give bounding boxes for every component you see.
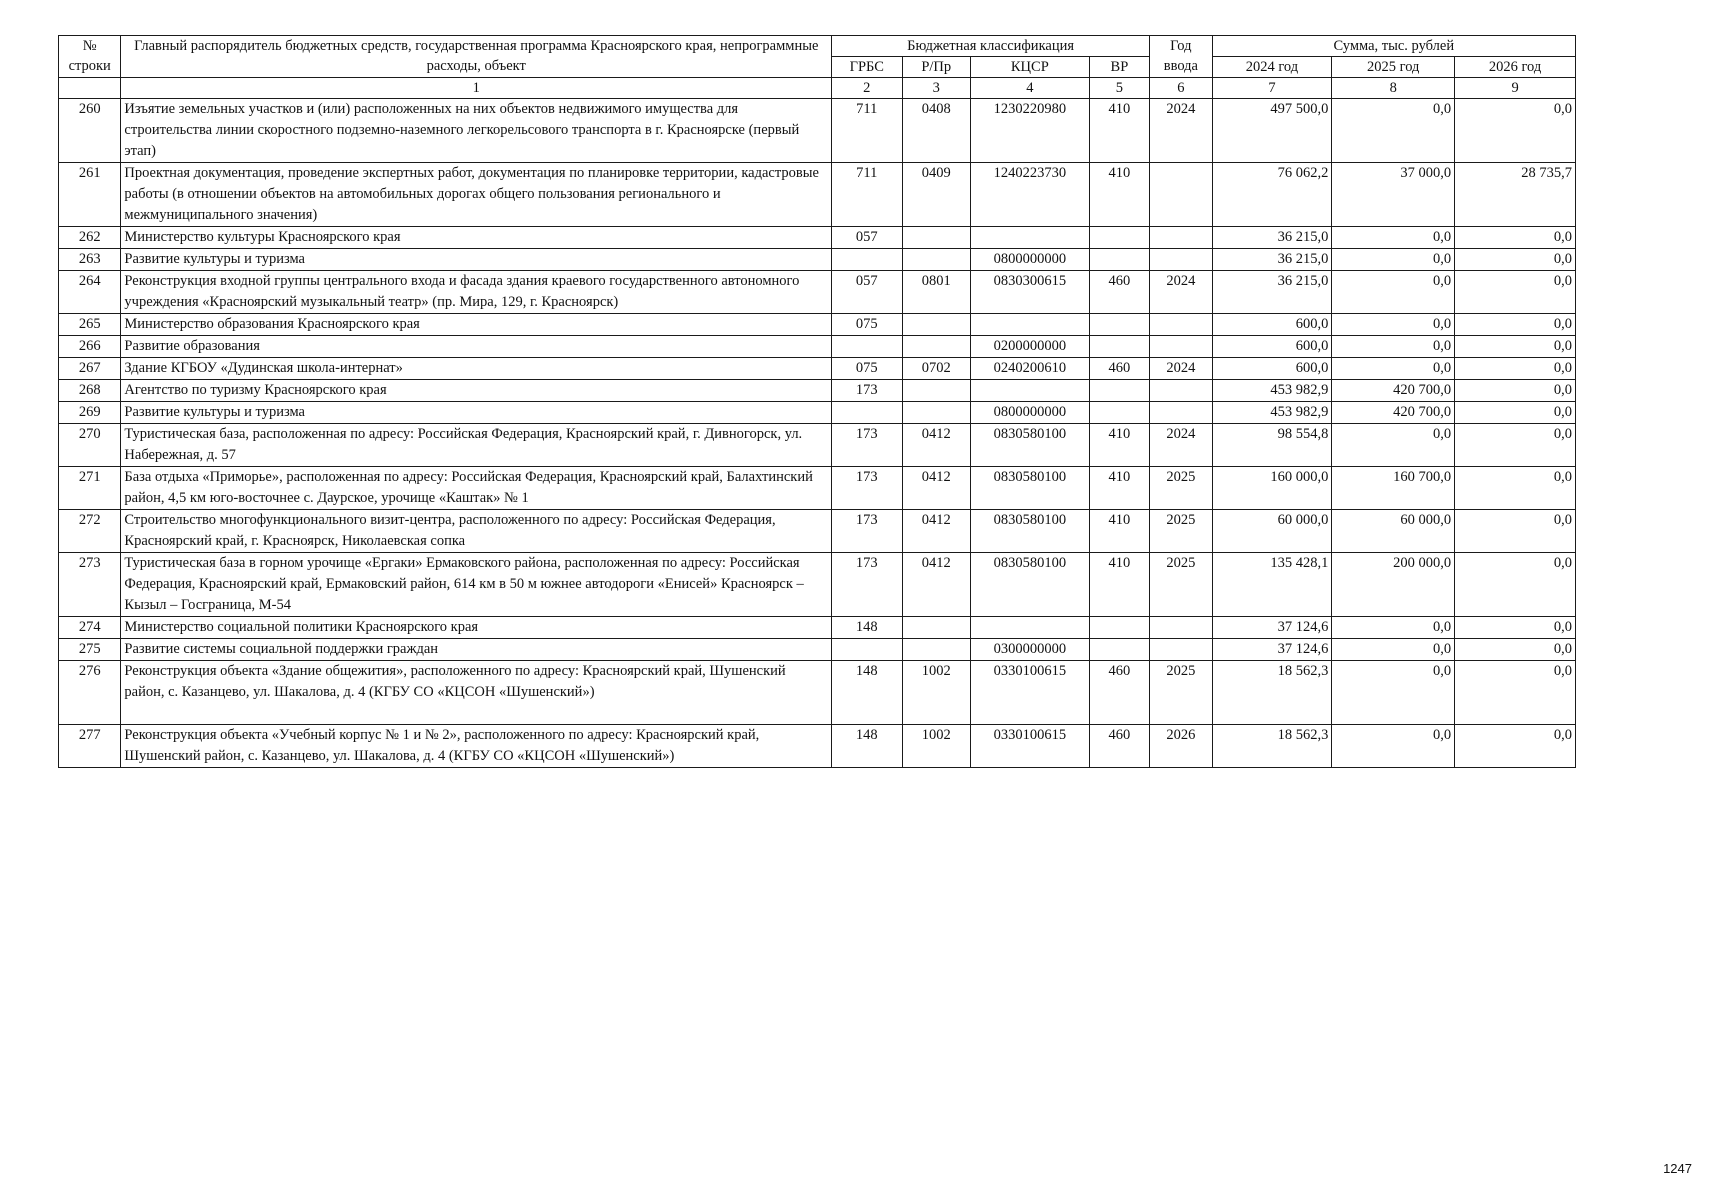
header-row-number: № строки	[59, 36, 121, 78]
page-number: 1247	[1663, 1161, 1692, 1176]
kcsr-code: 1240223730	[970, 163, 1089, 227]
row-name: Развитие культуры и туризма	[121, 249, 832, 271]
amount-2025: 420 700,0	[1332, 402, 1455, 424]
table-row	[59, 424, 1576, 467]
row-number: 263	[59, 249, 121, 271]
grbs-code: 711	[832, 163, 902, 227]
year-of-commission: 2025	[1150, 661, 1212, 725]
year-of-commission	[1150, 336, 1212, 358]
rpr-code: 0412	[902, 510, 970, 553]
amount-2024: 497 500,0	[1212, 99, 1332, 163]
rpr-code: 1002	[902, 725, 970, 768]
vr-code: 460	[1089, 725, 1149, 768]
table-row	[59, 553, 1576, 617]
grbs-code: 057	[832, 271, 902, 314]
header-year: Год ввода	[1150, 36, 1212, 78]
header-name: Главный распорядитель бюджетных средств, государственная программа Красноярского края, непрограммные расходы, объект	[121, 36, 832, 78]
vr-code	[1089, 402, 1149, 424]
amount-2026: 0,0	[1455, 380, 1576, 402]
amount-2025: 0,0	[1332, 617, 1455, 639]
amount-2025: 0,0	[1332, 725, 1455, 768]
vr-code	[1089, 639, 1149, 661]
kcsr-code: 0200000000	[970, 336, 1089, 358]
kcsr-code	[970, 617, 1089, 639]
column-number: 5	[1089, 78, 1149, 99]
amount-2025: 0,0	[1332, 358, 1455, 380]
year-of-commission	[1150, 163, 1212, 227]
grbs-code: 057	[832, 227, 902, 249]
year-of-commission: 2024	[1150, 424, 1212, 467]
amount-2025: 160 700,0	[1332, 467, 1455, 510]
vr-code: 410	[1089, 467, 1149, 510]
year-of-commission	[1150, 249, 1212, 271]
table-row	[59, 249, 1576, 271]
amount-2026: 0,0	[1455, 639, 1576, 661]
amount-2024: 36 215,0	[1212, 227, 1332, 249]
header-budget-classification: Бюджетная классификация	[832, 36, 1150, 57]
amount-2025: 0,0	[1332, 424, 1455, 467]
amount-2026: 0,0	[1455, 249, 1576, 271]
amount-2024: 36 215,0	[1212, 271, 1332, 314]
kcsr-code: 0800000000	[970, 249, 1089, 271]
vr-code	[1089, 336, 1149, 358]
row-number: 273	[59, 553, 121, 617]
row-name: Здание КГБОУ «Дудинская школа-интернат»	[121, 358, 832, 380]
year-of-commission: 2026	[1150, 725, 1212, 768]
amount-2026: 0,0	[1455, 725, 1576, 768]
amount-2026: 0,0	[1455, 661, 1576, 725]
year-of-commission	[1150, 639, 1212, 661]
amount-2024: 36 215,0	[1212, 249, 1332, 271]
row-number: 265	[59, 314, 121, 336]
amount-2024: 160 000,0	[1212, 467, 1332, 510]
vr-code: 410	[1089, 99, 1149, 163]
rpr-code	[902, 639, 970, 661]
rpr-code	[902, 380, 970, 402]
kcsr-code	[970, 314, 1089, 336]
amount-2025: 0,0	[1332, 314, 1455, 336]
year-of-commission: 2025	[1150, 467, 1212, 510]
header-2025: 2025 год	[1332, 57, 1455, 78]
row-number: 266	[59, 336, 121, 358]
rpr-code: 0801	[902, 271, 970, 314]
row-number: 261	[59, 163, 121, 227]
column-number: 9	[1455, 78, 1576, 99]
vr-code: 410	[1089, 163, 1149, 227]
table-row	[59, 617, 1576, 639]
amount-2026: 0,0	[1455, 358, 1576, 380]
amount-2026: 0,0	[1455, 510, 1576, 553]
grbs-code: 711	[832, 99, 902, 163]
amount-2024: 453 982,9	[1212, 402, 1332, 424]
kcsr-code: 1230220980	[970, 99, 1089, 163]
row-name: Туристическая база, расположенная по адресу: Российская Федерация, Красноярский край, г. Дивногорск, ул. Набережная, д. 57	[121, 424, 832, 467]
amount-2026: 0,0	[1455, 99, 1576, 163]
grbs-code: 075	[832, 314, 902, 336]
row-name: Реконструкция объекта «Здание общежития», расположенного по адресу: Красноярский край, Шушенский район, с. Казанцево, ул. Шакалова, д. 4 (КГБУ СО «КЦСОН «Шушенский»)	[121, 661, 832, 725]
row-number: 275	[59, 639, 121, 661]
table-row	[59, 725, 1576, 768]
grbs-code: 173	[832, 424, 902, 467]
amount-2026: 0,0	[1455, 227, 1576, 249]
header-2024: 2024 год	[1212, 57, 1332, 78]
rpr-code	[902, 314, 970, 336]
vr-code: 460	[1089, 271, 1149, 314]
row-name: Строительство многофункционального визит-центра, расположенного по адресу: Российская Федерация, Красноярский край, г. Красноярск, Николаевская сопка	[121, 510, 832, 553]
amount-2024: 60 000,0	[1212, 510, 1332, 553]
kcsr-code: 0240200610	[970, 358, 1089, 380]
amount-2024: 135 428,1	[1212, 553, 1332, 617]
kcsr-code: 0300000000	[970, 639, 1089, 661]
header-rpr: Р/Пр	[902, 57, 970, 78]
amount-2025: 0,0	[1332, 336, 1455, 358]
row-name: Развитие культуры и туризма	[121, 402, 832, 424]
row-name: Развитие образования	[121, 336, 832, 358]
row-name: База отдыха «Приморье», расположенная по адресу: Российская Федерация, Красноярский край, Балахтинский район, 4,5 км юго-восточнее с. Даурское, урочище «Каштак» № 1	[121, 467, 832, 510]
amount-2024: 600,0	[1212, 358, 1332, 380]
rpr-code: 0412	[902, 424, 970, 467]
amount-2026: 0,0	[1455, 336, 1576, 358]
amount-2025: 0,0	[1332, 249, 1455, 271]
rpr-code	[902, 402, 970, 424]
row-name: Реконструкция объекта «Учебный корпус № 1 и № 2», расположенного по адресу: Красноярский край, Шушенский район, с. Казанцево, ул. Шакалова, д. 4 (КГБУ СО «КЦСОН «Шушенский»)	[121, 725, 832, 768]
column-number-row	[59, 78, 1576, 99]
vr-code: 460	[1089, 358, 1149, 380]
header-vr: ВР	[1089, 57, 1149, 78]
rpr-code	[902, 617, 970, 639]
vr-code: 410	[1089, 553, 1149, 617]
vr-code	[1089, 249, 1149, 271]
row-name: Министерство образования Красноярского края	[121, 314, 832, 336]
year-of-commission	[1150, 227, 1212, 249]
row-name: Министерство культуры Красноярского края	[121, 227, 832, 249]
table-body	[59, 99, 1576, 768]
amount-2026: 0,0	[1455, 553, 1576, 617]
row-number: 277	[59, 725, 121, 768]
year-of-commission	[1150, 402, 1212, 424]
amount-2026: 0,0	[1455, 467, 1576, 510]
grbs-code	[832, 402, 902, 424]
kcsr-code: 0830580100	[970, 424, 1089, 467]
column-number: 7	[1212, 78, 1332, 99]
row-number: 269	[59, 402, 121, 424]
amount-2025: 0,0	[1332, 99, 1455, 163]
kcsr-code: 0830580100	[970, 467, 1089, 510]
row-number: 262	[59, 227, 121, 249]
column-number: 8	[1332, 78, 1455, 99]
kcsr-code	[970, 227, 1089, 249]
kcsr-code: 0800000000	[970, 402, 1089, 424]
vr-code	[1089, 617, 1149, 639]
kcsr-code: 0330100615	[970, 725, 1089, 768]
budget-table	[58, 35, 1576, 768]
table-row	[59, 163, 1576, 227]
row-number: 264	[59, 271, 121, 314]
grbs-code: 148	[832, 661, 902, 725]
column-number: 4	[970, 78, 1089, 99]
grbs-code: 148	[832, 617, 902, 639]
header-grbs: ГРБС	[832, 57, 902, 78]
row-number: 260	[59, 99, 121, 163]
grbs-code: 173	[832, 553, 902, 617]
table-row	[59, 99, 1576, 163]
vr-code: 410	[1089, 510, 1149, 553]
kcsr-code: 0830580100	[970, 510, 1089, 553]
row-name: Реконструкция входной группы центрального входа и фасада здания краевого государственного автономного учреждения «Красноярский музыкальный театр» (пр. Мира, 129, г. Красноярск)	[121, 271, 832, 314]
vr-code	[1089, 227, 1149, 249]
row-name: Агентство по туризму Красноярского края	[121, 380, 832, 402]
row-name: Изъятие земельных участков и (или) расположенных на них объектов недвижимого имущества для строительства линии скоростного подземно-наземного легкорельсового транспорта в г. Красноярске (первый этап)	[121, 99, 832, 163]
amount-2025: 0,0	[1332, 227, 1455, 249]
table-row	[59, 661, 1576, 725]
amount-2024: 600,0	[1212, 314, 1332, 336]
row-name: Проектная документация, проведение экспертных работ, документация по планировке территории, кадастровые работы (в отношении объектов на автомобильных дорогах общего пользования регионального и межмуниципального значения)	[121, 163, 832, 227]
rpr-code	[902, 336, 970, 358]
table-row	[59, 336, 1576, 358]
amount-2025: 60 000,0	[1332, 510, 1455, 553]
year-of-commission: 2025	[1150, 510, 1212, 553]
amount-2026: 0,0	[1455, 314, 1576, 336]
column-number: 3	[902, 78, 970, 99]
row-number: 272	[59, 510, 121, 553]
table-header	[59, 36, 1576, 99]
table-row	[59, 402, 1576, 424]
grbs-code	[832, 249, 902, 271]
amount-2026: 28 735,7	[1455, 163, 1576, 227]
rpr-code: 0408	[902, 99, 970, 163]
grbs-code: 075	[832, 358, 902, 380]
table-row	[59, 639, 1576, 661]
row-number: 268	[59, 380, 121, 402]
row-number: 267	[59, 358, 121, 380]
year-of-commission	[1150, 314, 1212, 336]
grbs-code	[832, 639, 902, 661]
row-number: 271	[59, 467, 121, 510]
grbs-code: 173	[832, 510, 902, 553]
header-2026: 2026 год	[1455, 57, 1576, 78]
kcsr-code: 0830580100	[970, 553, 1089, 617]
table-row	[59, 358, 1576, 380]
table-row	[59, 314, 1576, 336]
row-number: 270	[59, 424, 121, 467]
amount-2026: 0,0	[1455, 271, 1576, 314]
year-of-commission	[1150, 617, 1212, 639]
amount-2025: 0,0	[1332, 271, 1455, 314]
row-name: Туристическая база в горном урочище «Ергаки» Ермаковского района, расположенная по адресу: Российская Федерация, Красноярский край, Ермаковский район, 614 км в 50 м южнее автодороги «Енисей» Красноярск – Кызыл – Госграница, М-54	[121, 553, 832, 617]
year-of-commission	[1150, 380, 1212, 402]
rpr-code	[902, 249, 970, 271]
rpr-code: 0409	[902, 163, 970, 227]
row-name: Министерство социальной политики Красноярского края	[121, 617, 832, 639]
grbs-code	[832, 336, 902, 358]
year-of-commission: 2024	[1150, 271, 1212, 314]
amount-2026: 0,0	[1455, 424, 1576, 467]
amount-2024: 98 554,8	[1212, 424, 1332, 467]
amount-2025: 37 000,0	[1332, 163, 1455, 227]
grbs-code: 173	[832, 380, 902, 402]
rpr-code	[902, 227, 970, 249]
header-sum: Сумма, тыс. рублей	[1212, 36, 1575, 57]
amount-2025: 0,0	[1332, 639, 1455, 661]
rpr-code: 0702	[902, 358, 970, 380]
year-of-commission: 2024	[1150, 358, 1212, 380]
row-number: 274	[59, 617, 121, 639]
row-number: 276	[59, 661, 121, 725]
amount-2024: 453 982,9	[1212, 380, 1332, 402]
amount-2025: 0,0	[1332, 661, 1455, 725]
kcsr-code: 0830300615	[970, 271, 1089, 314]
rpr-code: 0412	[902, 553, 970, 617]
amount-2024: 37 124,6	[1212, 617, 1332, 639]
table-row	[59, 510, 1576, 553]
vr-code	[1089, 314, 1149, 336]
header-kcsr: КЦСР	[970, 57, 1089, 78]
rpr-code: 0412	[902, 467, 970, 510]
kcsr-code: 0330100615	[970, 661, 1089, 725]
amount-2025: 200 000,0	[1332, 553, 1455, 617]
amount-2026: 0,0	[1455, 617, 1576, 639]
amount-2024: 18 562,3	[1212, 661, 1332, 725]
amount-2024: 76 062,2	[1212, 163, 1332, 227]
amount-2025: 420 700,0	[1332, 380, 1455, 402]
table-row	[59, 467, 1576, 510]
kcsr-code	[970, 380, 1089, 402]
rpr-code: 1002	[902, 661, 970, 725]
table-row	[59, 380, 1576, 402]
vr-code: 410	[1089, 424, 1149, 467]
row-name: Развитие системы социальной поддержки граждан	[121, 639, 832, 661]
grbs-code: 173	[832, 467, 902, 510]
amount-2024: 37 124,6	[1212, 639, 1332, 661]
amount-2024: 18 562,3	[1212, 725, 1332, 768]
amount-2024: 600,0	[1212, 336, 1332, 358]
grbs-code: 148	[832, 725, 902, 768]
vr-code: 460	[1089, 661, 1149, 725]
column-number: 6	[1150, 78, 1212, 99]
year-of-commission: 2024	[1150, 99, 1212, 163]
amount-2026: 0,0	[1455, 402, 1576, 424]
table-row	[59, 271, 1576, 314]
column-number	[59, 78, 121, 99]
column-number: 1	[121, 78, 832, 99]
column-number: 2	[832, 78, 902, 99]
table-row	[59, 227, 1576, 249]
year-of-commission: 2025	[1150, 553, 1212, 617]
vr-code	[1089, 380, 1149, 402]
